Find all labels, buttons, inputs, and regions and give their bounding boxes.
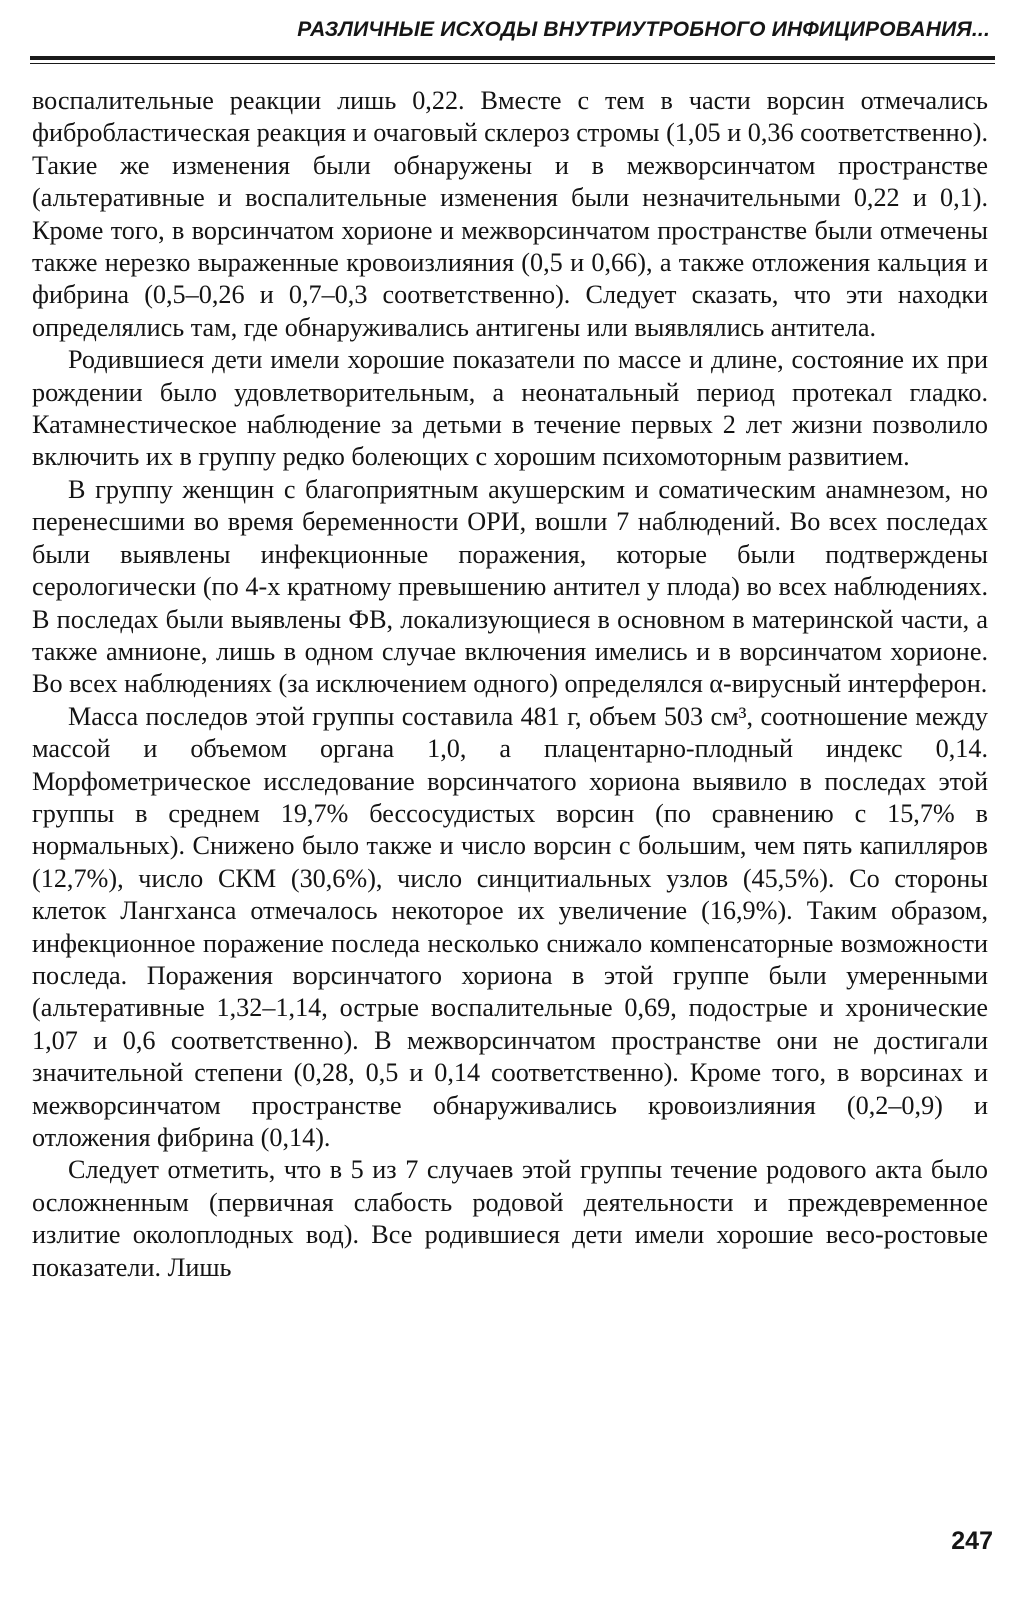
paragraph: Следует отметить, что в 5 из 7 случаев этой группы течение родового акта было осложненным (первичная слабость родовой деятельности и преждевременное излитие околоплодных вод). Все родившиеся дети имели хорошие весо-ростовые показатели. Лишь <box>32 1155 988 1282</box>
paragraph-continued: воспалительные реакции лишь 0,22. Вместе с тем в части ворсин отмечались фибробластическая реакция и очаговый склероз стромы (1,05 и 0,36 соответственно). Такие же изменения были обнаружены и в межворсинчатом пространстве (альтеративные и воспалительные изменения были незначительными 0,22 и 0,1). Кроме того, в ворсинчатом хорионе и межворсинчатом пространстве были отмечены также нерезко выраженные кровоизлияния (0,5 и 0,66), а также отложения кальция и фибрина (0,5–0,26 и 0,7–0,3 соответственно). Следует сказать, что эти находки определялись там, где обнаруживались антигены или выявлялись антитела. <box>32 86 988 342</box>
paragraph: Родившиеся дети имели хорошие показатели по массе и длине, состояние их при рождении было удовлетворительным, а неонатальный период протекал гладко. Катамнестическое наблюдение за детьми в течение первых 2 лет жизни позволило включить их в группу редко болеющих с хорошим психомоторным развитием. <box>32 345 988 472</box>
header-rule-thin <box>30 63 995 64</box>
paragraph: Масса последов этой группы составила 481 г, объем 503 см³, соотношение между массой и объемом органа 1,0, а плацентарно-плодный индекс 0,14. Морфометрическое исследование ворсинчатого хориона выявило в последах этой группы в среднем 19,7% бессосудистых ворсин (по сравнению с 15,7% в нормальных). Снижено было также и число ворсин с большим, чем пять капилляров (12,7%), число СКМ (30,6%), число синцитиальных узлов (45,5%). Со стороны клеток Лангханса отмечалось некоторое их увеличение (16,9%). Таким образом, инфекционное поражение последа несколько снижало компенсаторные возможности последа. Поражения ворсинчатого хориона в этой группе были умеренными (альтеративные 1,32–1,14, острые воспалительные 0,69, подострые и хронические 1,07 и 0,6 соответственно). В межворсинчатом пространстве они не достигали значительной степени (0,28, 0,5 и 0,14 соответственно). Кроме того, в ворсинах и межворсинчатом пространстве обнаруживались кровоизлияния (0,2–0,9) и отложения фибрина (0,14). <box>32 701 988 1152</box>
running-title: РАЗЛИЧНЫЕ ИСХОДЫ ВНУТРИУТРОБНОГО ИНФИЦИРОВАНИЯ... <box>297 18 990 41</box>
paragraph: В группу женщин с благоприятным акушерским и соматическим анамнезом, но перенесшими во время беременности ОРИ, вошли 7 наблюдений. Во всех последах были выявлены инфекционные поражения, которые были подтверждены серологически (по 4-х кратному превышению антител у плода) во всех наблюдениях. В последах были выявлены ФВ, локализующиеся в основном в материнской части, а также амнионе, лишь в одном случае включения имелись и в ворсинчатом хорионе. Во всех наблюдениях (за исключением одного) определялся α-вирусный интерферон. <box>32 474 988 699</box>
header-rule-thick <box>30 56 995 60</box>
body-text <box>32 85 988 1284</box>
page-number: 247 <box>951 1527 993 1555</box>
